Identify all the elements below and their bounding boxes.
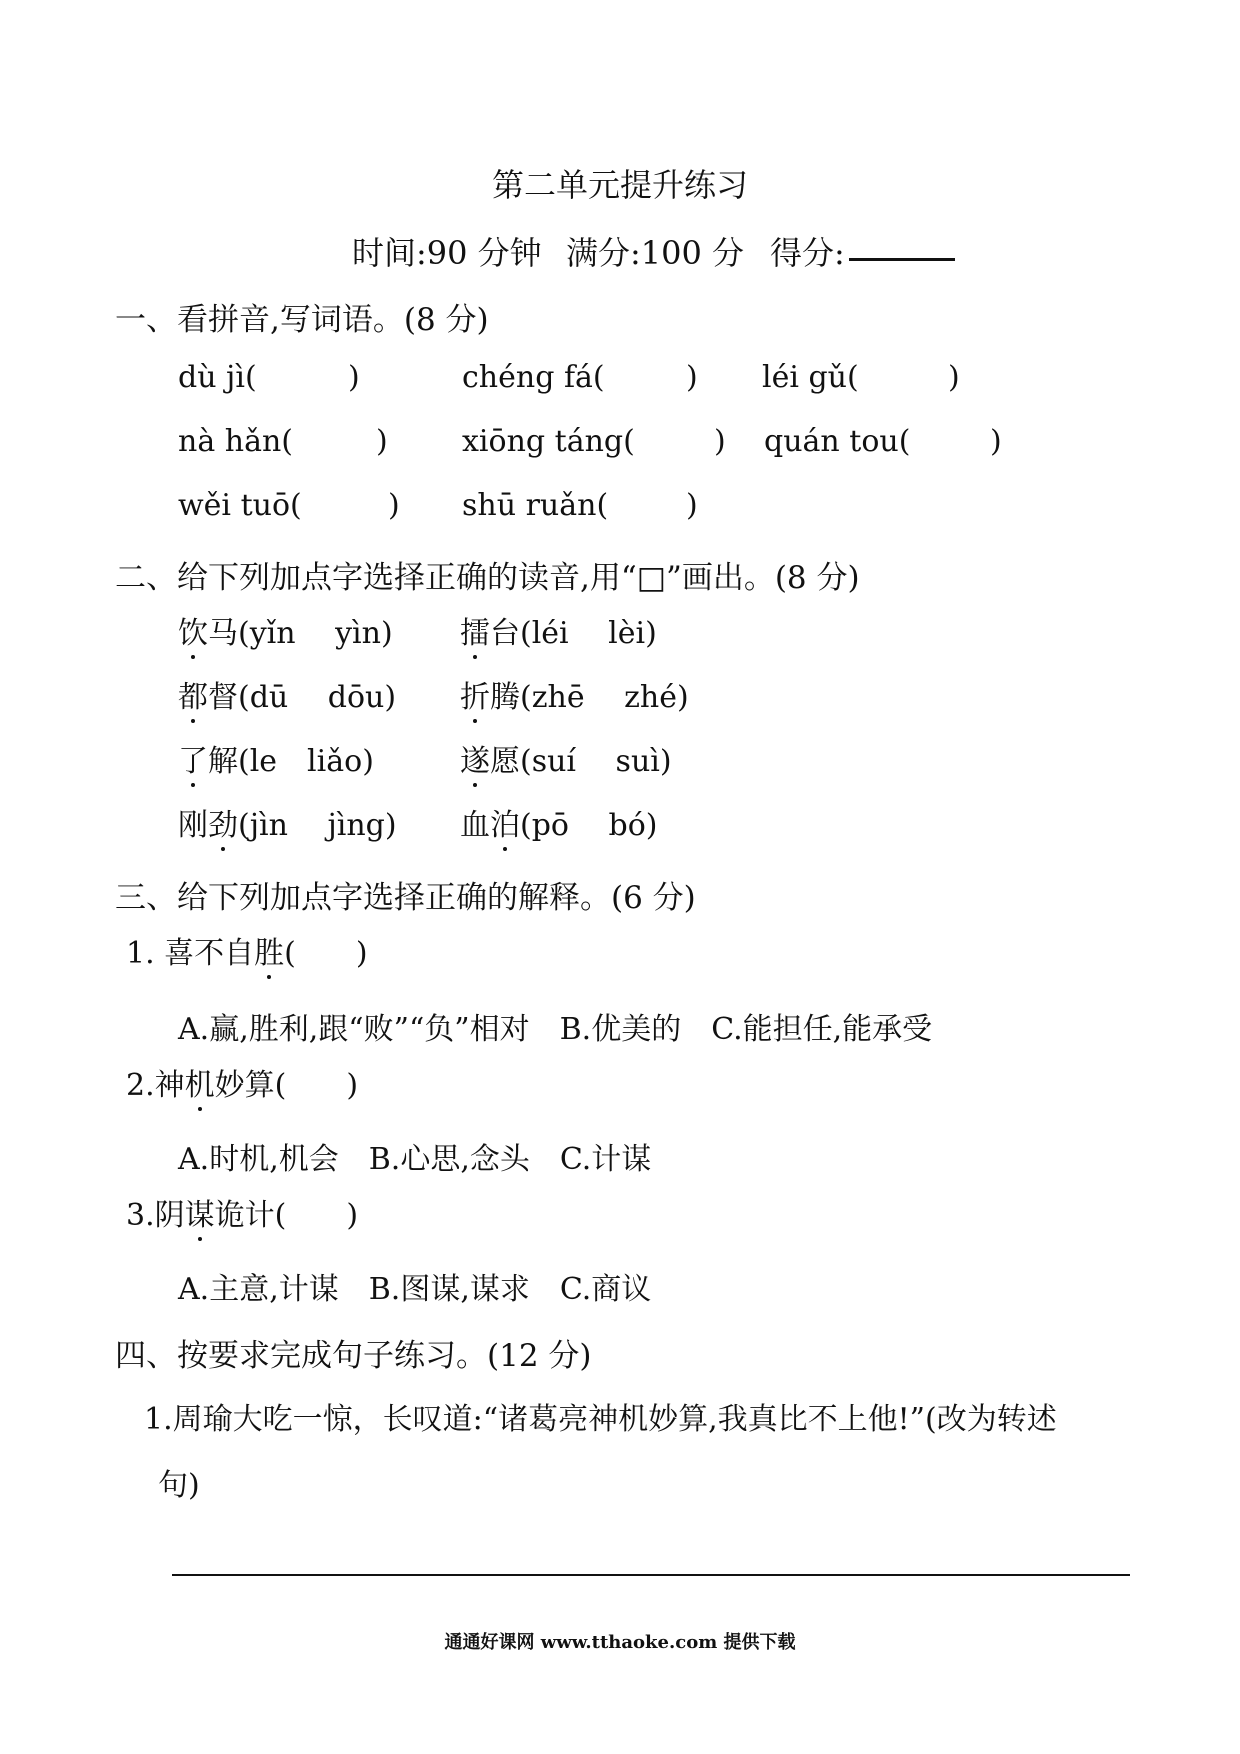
score-field[interactable] [770,228,845,274]
section-2-heading: 二、给下列加点字选择正确的读音,用“□”画出。(8 分) [115,560,860,596]
question-2[interactable]: 2.神机妙算( ) [126,1068,359,1103]
reading-item[interactable]: 血泊(pō bó) [460,808,658,843]
close-paren: ) [388,488,400,523]
sentence-question-1-cont: 句) [158,1468,200,1503]
close-paren: ) [348,360,360,395]
close-paren: ) [686,488,698,523]
full-score: 满分:100 分 [566,234,745,272]
sentence-question-1: 1.周瑜大吃一惊，长叹道:“诸葛亮神机妙算,我真比不上他!”(改为转述 [144,1402,1057,1437]
options-3: A.主意,计谋 B.图谋,谋求 C.商议 [178,1272,652,1307]
section-4-heading: 四、按要求完成句子练习。(12 分) [115,1338,592,1374]
pinyin-item[interactable]: léi gǔ( [762,360,859,395]
reading-item[interactable]: 饮马(yǐn yìn) [178,616,393,651]
pinyin-item[interactable]: shū ruǎn( [462,488,609,523]
pinyin-item[interactable]: dù jì( [178,360,257,395]
reading-item[interactable]: 都督(dū dōu) [178,680,397,715]
section-3-heading: 三、给下列加点字选择正确的解释。(6 分) [115,880,696,916]
options-1: A.赢,胜利,跟“败”“负”相对 B.优美的 C.能担任,能承受 [178,1012,933,1047]
pinyin-item[interactable]: wěi tuō( [178,488,302,523]
time-limit: 时间:90 分钟 [352,234,542,272]
answer-line[interactable] [172,1574,1130,1576]
close-paren: ) [686,360,698,395]
footer-watermark: 通通好课网 www.tthaoke.com 提供下载 [444,1632,796,1653]
reading-item[interactable]: 了解(le liǎo) [178,744,374,779]
page-title: 第二单元提升练习 [491,166,748,204]
section-1-heading: 一、看拼音,写词语。(8 分) [115,302,489,338]
reading-item[interactable]: 刚劲(jìn jìng) [178,808,397,843]
close-paren: ) [990,424,1002,459]
close-paren: ) [376,424,388,459]
question-1[interactable]: 1. 喜不自胜( ) [126,936,368,971]
reading-item[interactable]: 折腾(zhē zhé) [460,680,689,715]
reading-item[interactable]: 遂愿(suí suì) [460,744,672,779]
options-2: A.时机,机会 B.心思,念头 C.计谋 [178,1142,652,1177]
score-blank[interactable] [849,228,955,261]
close-paren: ) [714,424,726,459]
pinyin-item[interactable]: chéng fá( [462,360,605,395]
reading-item[interactable]: 擂台(léi lèi) [460,616,657,651]
close-paren: ) [948,360,960,395]
pinyin-item[interactable]: xiōng táng( [462,424,635,459]
pinyin-item[interactable]: quán tou( [764,424,911,459]
question-3[interactable]: 3.阴谋诡计( ) [126,1198,359,1233]
score-label: 得分: [770,234,845,272]
pinyin-item[interactable]: nà hǎn( [178,424,293,459]
